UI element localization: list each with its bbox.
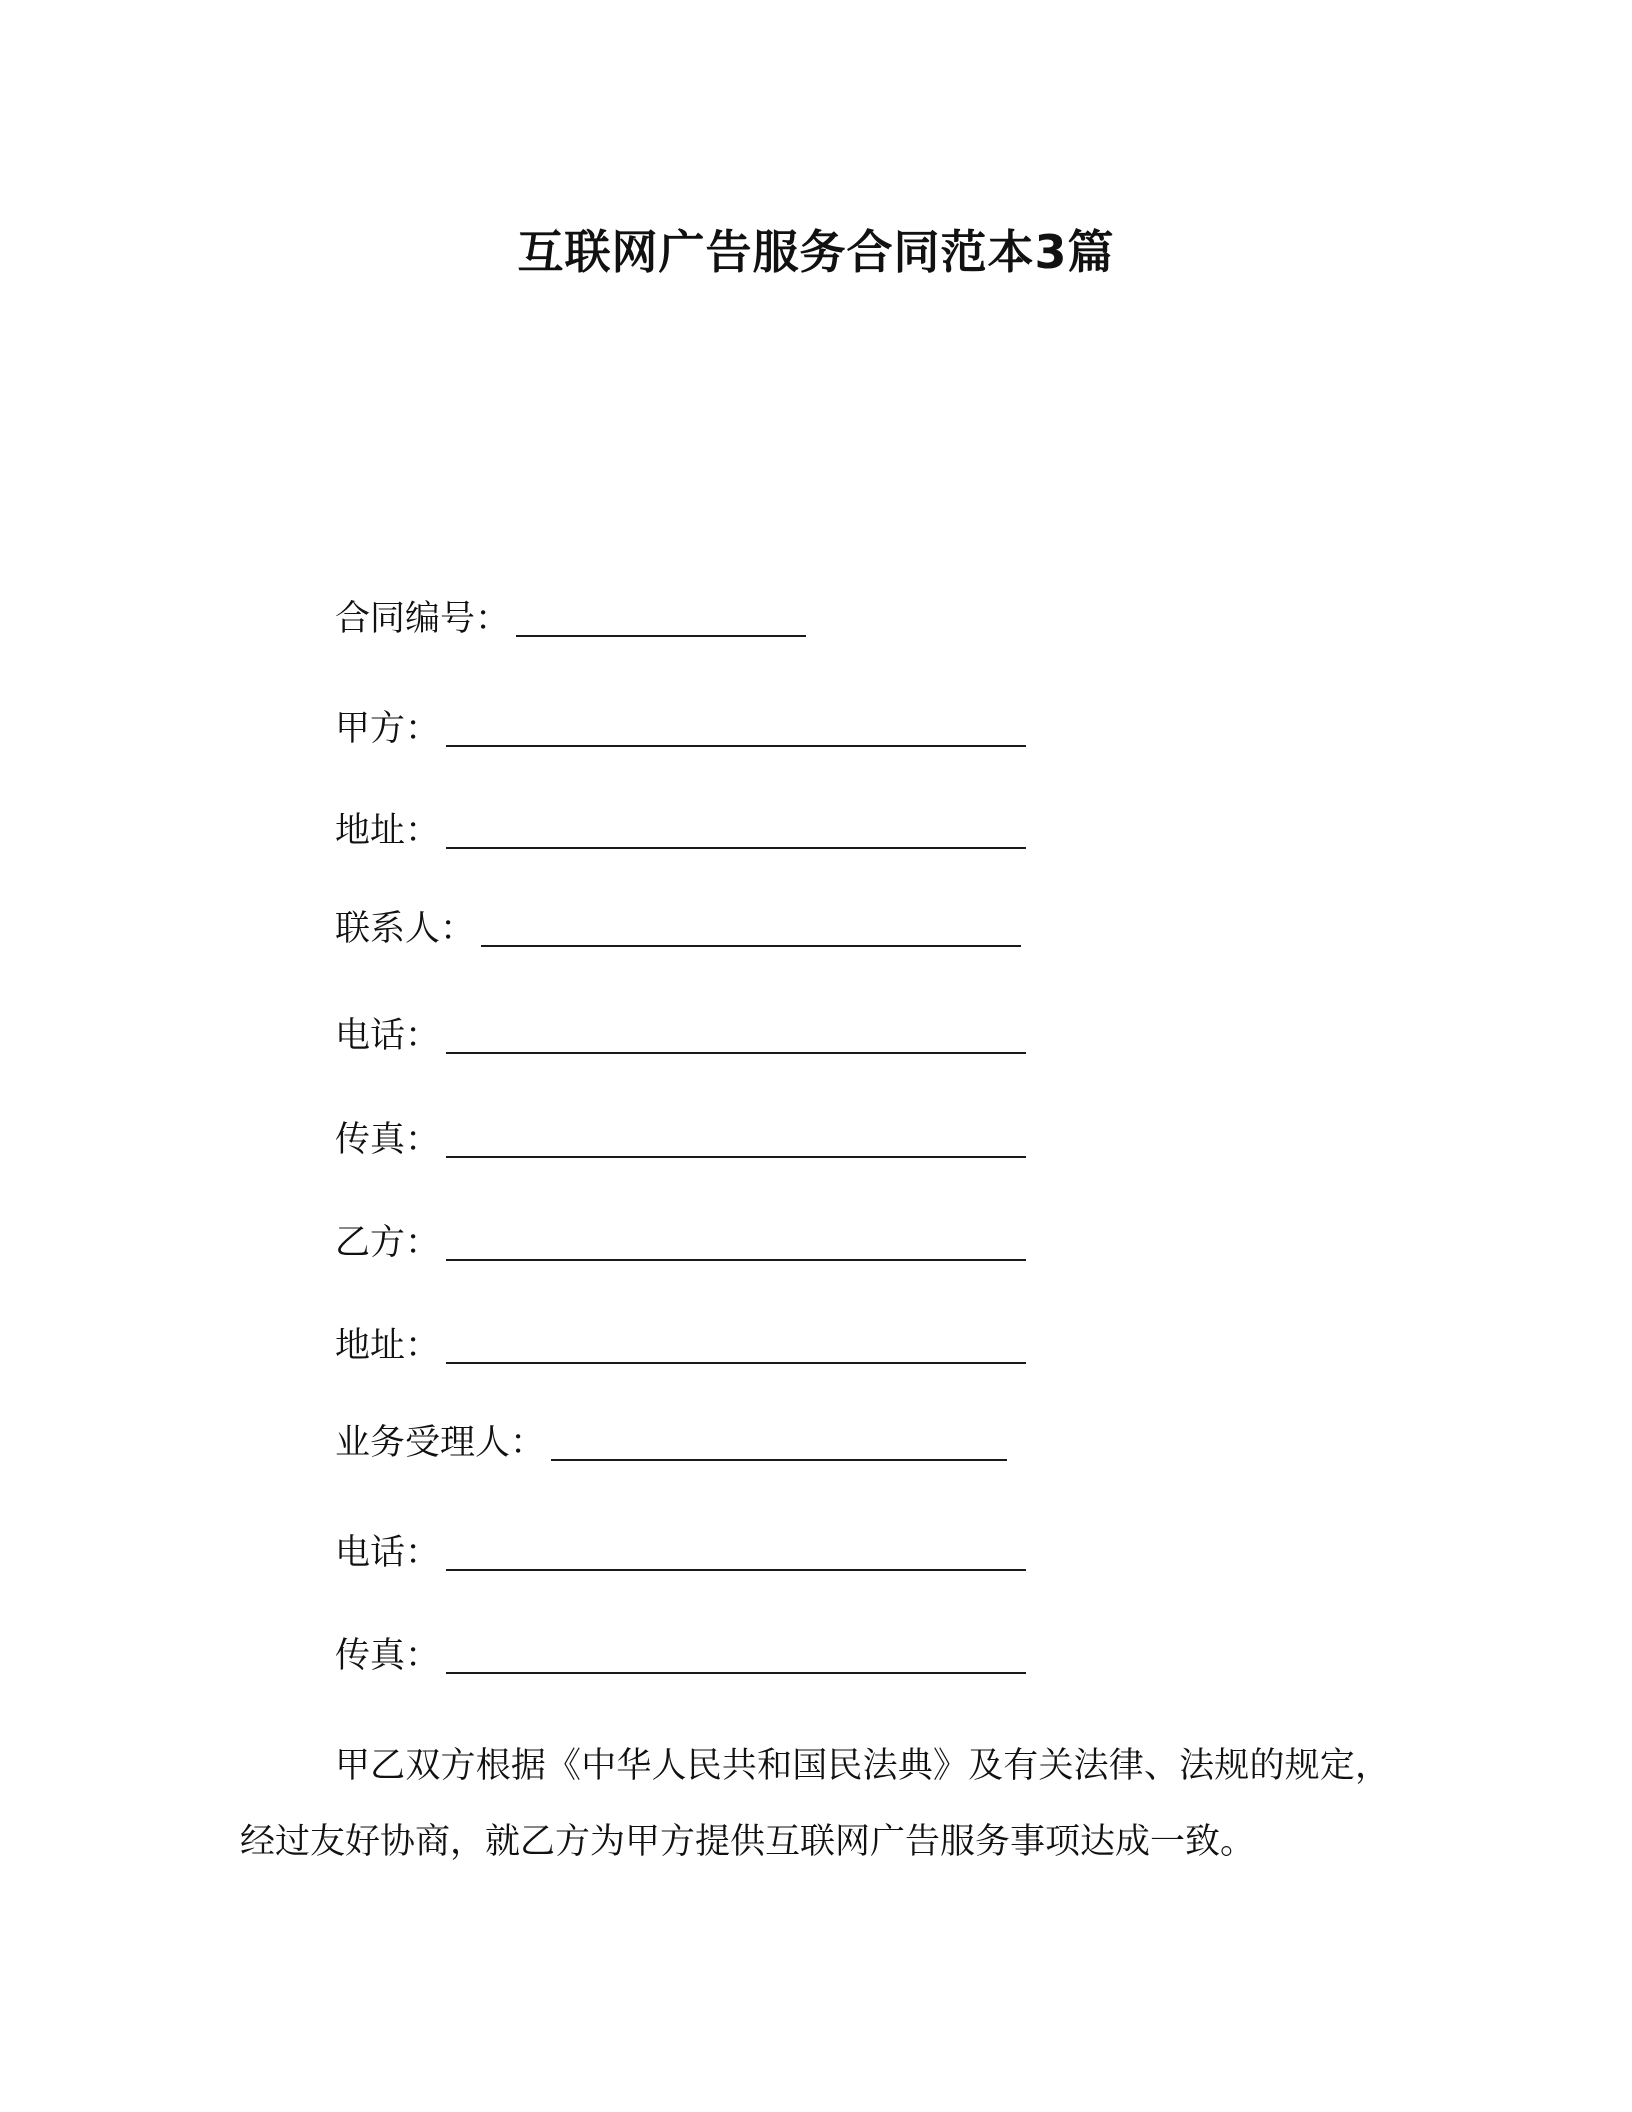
party-b-phone-label: 电话： [335, 1533, 441, 1573]
document-title: 互联网广告服务合同范本3篇 [517, 225, 1115, 279]
party-a-fax-field [335, 1115, 1026, 1165]
party-b-address-blank[interactable] [446, 1326, 1026, 1364]
party-a-blank[interactable] [446, 709, 1026, 747]
party-a-phone-label: 电话： [335, 1016, 441, 1056]
party-a-fax-label: 传真： [335, 1120, 441, 1160]
party-b-fax-label: 传真： [335, 1636, 441, 1676]
party-b-label: 乙方： [335, 1223, 441, 1263]
contract-number-field [335, 594, 806, 644]
party-a-contact-label: 联系人： [335, 909, 476, 949]
party-b-phone-blank[interactable] [446, 1533, 1026, 1571]
party-a-phone-blank[interactable] [446, 1016, 1026, 1054]
party-b-blank[interactable] [446, 1223, 1026, 1261]
party-b-handler-label: 业务受理人： [335, 1423, 546, 1463]
party-a-field [335, 704, 1026, 754]
party-b-handler-field [335, 1418, 1007, 1468]
party-a-fax-blank[interactable] [446, 1120, 1026, 1158]
party-b-fax-field [335, 1631, 1026, 1681]
party-a-address-blank[interactable] [446, 811, 1026, 849]
party-b-fax-blank[interactable] [446, 1636, 1026, 1674]
party-b-field [335, 1218, 1026, 1268]
party-a-label: 甲方： [335, 709, 441, 749]
party-b-address-label: 地址： [335, 1326, 441, 1366]
contract-number-label: 合同编号： [335, 599, 511, 639]
party-b-address-field [335, 1321, 1026, 1371]
contract-number-blank[interactable] [516, 599, 806, 637]
party-a-address-field [335, 806, 1026, 856]
intro-paragraph: 甲乙双方根据《中华人民共和国民法典》及有关法律、法规的规定，经过友好协商，就乙方为甲方提供互联网广告服务事项达成一致。 [240, 1746, 1390, 1862]
party-a-phone-field [335, 1011, 1026, 1061]
party-a-address-label: 地址： [335, 811, 441, 851]
party-a-contact-blank[interactable] [481, 909, 1021, 947]
party-b-phone-field [335, 1528, 1026, 1578]
party-b-handler-blank[interactable] [551, 1423, 1007, 1461]
party-a-contact-field [335, 904, 1021, 954]
